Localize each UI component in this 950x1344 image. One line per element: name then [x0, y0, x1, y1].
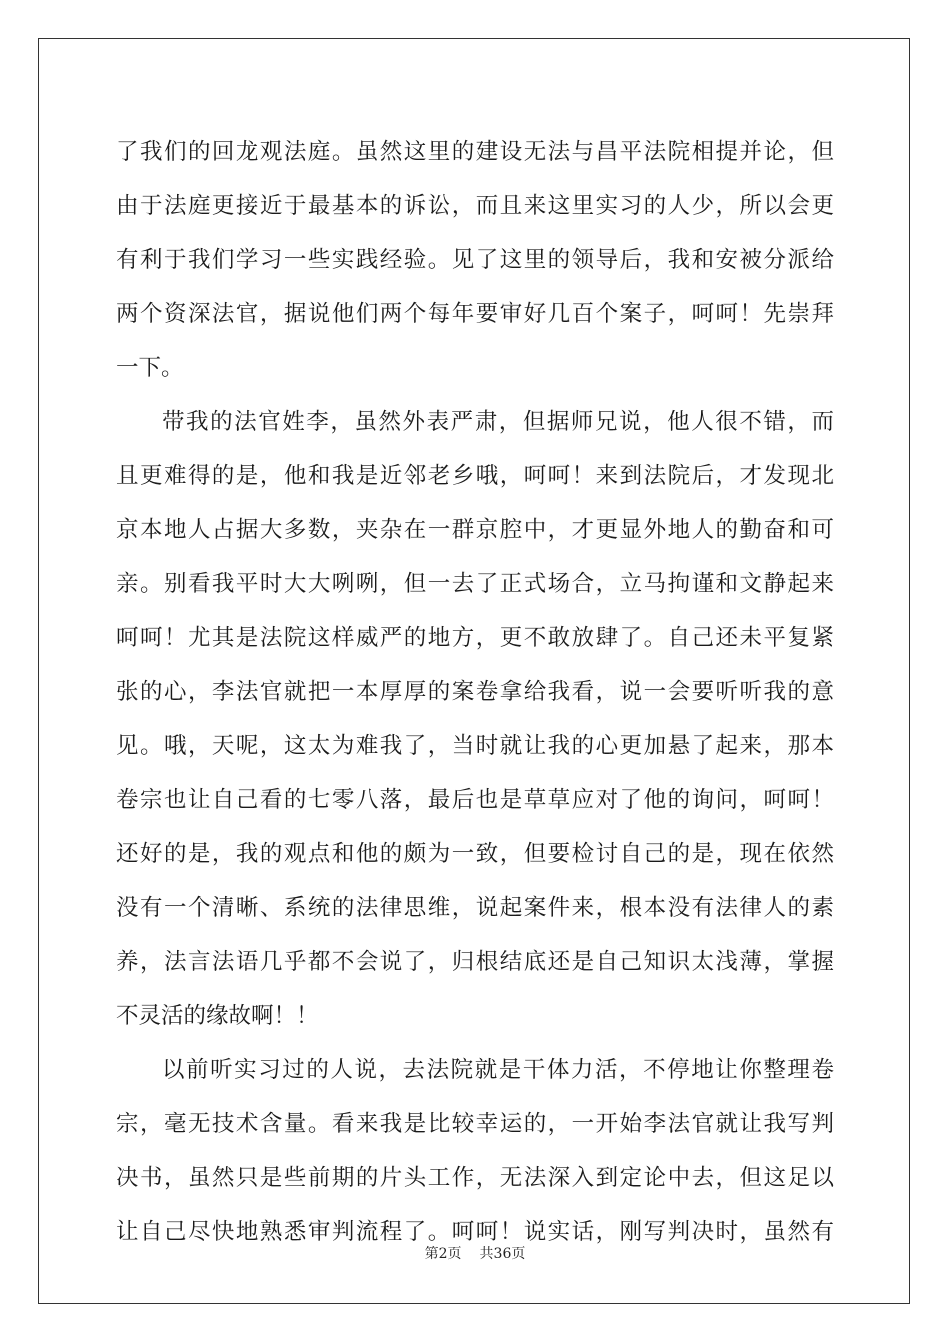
- text-line: 由于法庭更接近于最基本的诉讼，而且来这里实习的人少，所以会更: [116, 193, 834, 219]
- document-body: [116, 125, 834, 1259]
- text-line: 带我的法官姓李，虽然外表严肃，但据师兄说，他人很不错，而: [162, 409, 834, 435]
- text-line: 见。哦，天呢，这太为难我了，当时就让我的心更加悬了起来，那本: [116, 733, 834, 759]
- text-line: 张的心，李法官就把一本厚厚的案卷拿给我看，说一会要听听我的意: [116, 679, 834, 705]
- text-line: 呵呵！尤其是法院这样威严的地方，更不敢放肆了。自己还未平复紧: [116, 625, 834, 651]
- text-line: 亲。别看我平时大大咧咧，但一去了正式场合，立马拘谨和文静起来: [116, 571, 834, 597]
- text-line: 两个资深法官，据说他们两个每年要审好几百个案子，呵呵！先崇拜: [116, 301, 834, 327]
- text-line: 有利于我们学习一些实践经验。见了这里的领导后，我和安被分派给: [116, 247, 834, 273]
- text-line: 一下。: [116, 355, 184, 381]
- text-line: 让自己尽快地熟悉审判流程了。呵呵！说实话，刚写判决时，虽然有: [116, 1219, 834, 1245]
- text-line: 养，法言法语几乎都不会说了，归根结底还是自己知识太浅薄，掌握: [116, 949, 834, 975]
- page-footer: [0, 1243, 950, 1263]
- text-line: 京本地人占据大多数，夹杂在一群京腔中，才更显外地人的勤奋和可: [116, 517, 834, 543]
- text-line: 了我们的回龙观法庭。虽然这里的建设无法与昌平法院相提并论，但: [116, 139, 834, 165]
- text-line: 决书，虽然只是些前期的片头工作，无法深入到定论中去，但这足以: [116, 1165, 834, 1191]
- text-line: 不灵活的缘故啊！！: [116, 1003, 319, 1029]
- paragraph: [116, 395, 834, 1043]
- text-line: 卷宗也让自己看的七零八落，最后也是草草应对了他的询问，呵呵！: [116, 787, 834, 813]
- text-line: 以前听实习过的人说，去法院就是干体力活，不停地让你整理卷: [162, 1057, 834, 1083]
- total-pages: 共36页: [479, 1246, 526, 1262]
- text-line: 且更难得的是，他和我是近邻老乡哦，呵呵！来到法院后，才发现北: [116, 463, 834, 489]
- paragraph: [116, 125, 834, 395]
- paragraph: [116, 1043, 834, 1259]
- text-line: 还好的是，我的观点和他的颇为一致，但要检讨自己的是，现在依然: [116, 841, 834, 867]
- text-line: 宗，毫无技术含量。看来我是比较幸运的，一开始李法官就让我写判: [116, 1111, 834, 1137]
- text-line: 没有一个清晰、系统的法律思维，说起案件来，根本没有法律人的素: [116, 895, 834, 921]
- page-number: 第2页: [424, 1246, 462, 1262]
